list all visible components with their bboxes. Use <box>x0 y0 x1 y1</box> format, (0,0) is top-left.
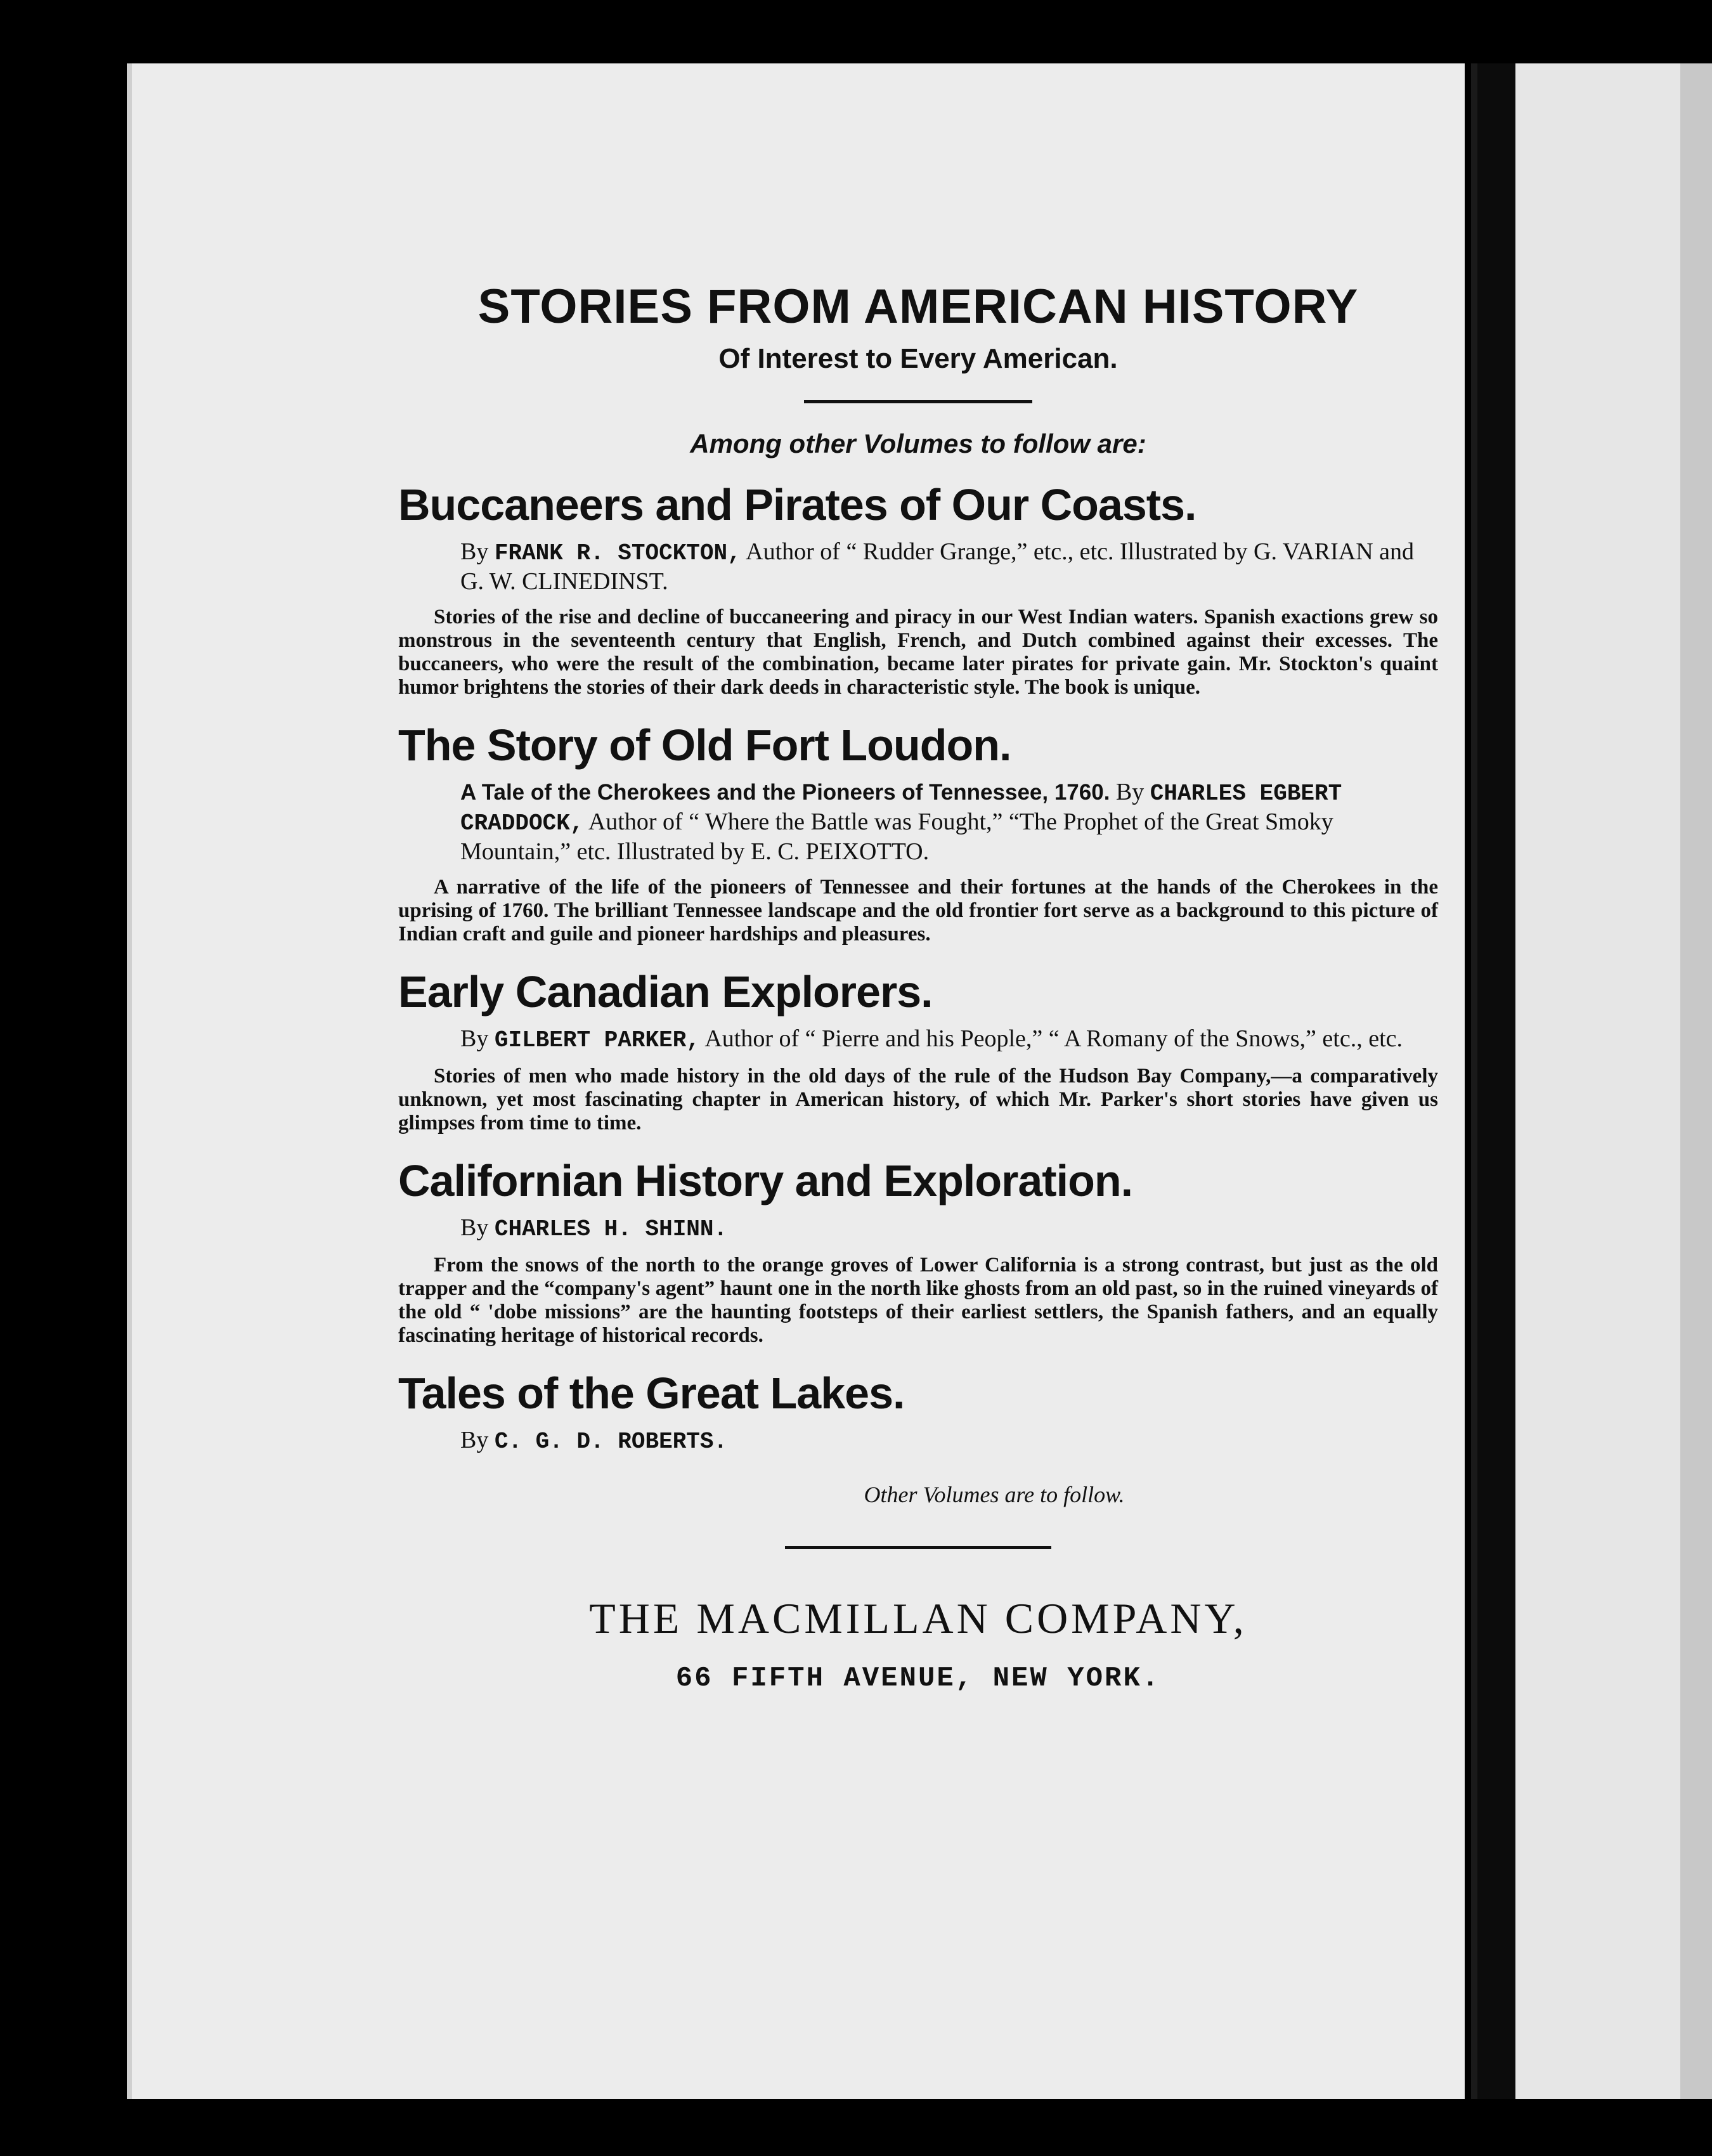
book-author: GILBERT PARKER, <box>494 1027 700 1053</box>
publisher-name: THE MACMILLAN COMPANY, <box>589 1594 1247 1642</box>
page-margin <box>1680 63 1712 2099</box>
divider-top <box>804 400 1032 403</box>
book-title: Buccaneers and Pirates of Our Coasts. <box>398 480 1196 529</box>
byline-suffix: Author of “ Rudder Grange,” etc., etc. Illustrated by G. VARIAN and G. W. CLINEDINST. <box>460 538 1415 595</box>
series-subtitle: Of Interest to Every American. <box>718 343 1118 374</box>
book-subtitle: A Tale of the Cherokees and the Pioneers of Tennessee, 1760. <box>460 780 1110 805</box>
book-description: A narrative of the life of the pioneers of Tennessee and their fortunes at the hands of the Cherokees in the uprising of 1760. The brilliant Tennessee landscape and the old frontier fort serve as a background to this picture of Indian craft and guile and pioneer hardships and pleasures. <box>398 876 1438 945</box>
book-entry-californian-history <box>398 1155 1438 1348</box>
series-title: STORIES FROM AMERICAN HISTORY <box>477 280 1359 334</box>
book-byline <box>460 1426 1438 1456</box>
book-entry-canadian-explorers <box>398 966 1438 1135</box>
book-title: Tales of the Great Lakes. <box>398 1368 905 1418</box>
byline-prefix: By <box>460 538 495 565</box>
book-byline <box>460 538 1438 595</box>
publisher-address: 66 FIFTH AVENUE, NEW YORK. <box>675 1663 1161 1694</box>
book-entry-great-lakes <box>398 1368 1438 1456</box>
divider-bottom <box>785 1546 1051 1549</box>
book-entry-buccaneers <box>398 479 1438 699</box>
book-author: CHARLES H. SHINN. <box>494 1216 728 1242</box>
byline-suffix: Author of “ Pierre and his People,” “ A Romany of the Snows,” etc., etc. <box>699 1025 1403 1052</box>
intro-line: Among other Volumes to follow are: <box>690 429 1146 458</box>
gutter-shadow <box>1477 63 1515 2099</box>
facing-page-edge <box>1471 63 1712 2099</box>
scanned-page <box>127 63 1465 2099</box>
book-byline <box>460 1214 1438 1244</box>
book-byline <box>460 778 1438 866</box>
book-title: Early Canadian Explorers. <box>398 967 933 1016</box>
byline-prefix: By <box>460 1025 495 1052</box>
book-title: The Story of Old Fort Loudon. <box>398 720 1011 770</box>
book-author: C. G. D. ROBERTS. <box>494 1429 728 1455</box>
book-author: CHARLES EGBERT CRADDOCK, <box>460 781 1342 836</box>
book-description: Stories of the rise and decline of buccaneering and piracy in our West Indian waters. Spanish exactions grew so monstrous in the seventeenth century that English, French, and Dutch combined against their excesses. The buccaneers, who were the result of the combination, became later pirates for private gain. Mr. Stockton's quaint humor brightens the stories of their dark deeds in characteristic style. The book is unique. <box>398 606 1438 699</box>
book-description: Stories of men who made history in the old days of the rule of the Hudson Bay Company,—a comparatively unknown, yet most fascinating chapter in American history, of which Mr. Parker's short stories have given us glimpses from time to time. <box>398 1065 1438 1134</box>
byline-prefix: By <box>460 1427 495 1453</box>
byline-prefix: By <box>460 1214 495 1241</box>
book-description: From the snows of the north to the orange groves of Lower California is a strong contrast, but just as the old trapper and the “company's agent” haunt one in the north like ghosts from an old past, so in the ruined vineyards of the old “ 'dobe missions” are the haunting footsteps of their earliest settlers, the Spanish fathers, and an equally fascinating heritage of historical records. <box>398 1254 1438 1347</box>
closing-note: Other Volumes are to follow. <box>864 1482 1125 1507</box>
book-title: Californian History and Exploration. <box>398 1156 1133 1205</box>
byline-suffix: Author of “ Where the Battle was Fought,” “The Prophet of the Great Smoky Mountain,” etc. Illustrated by E. C. PEIXOTTO. <box>460 808 1333 865</box>
page-content <box>398 279 1438 1694</box>
book-entry-fort-loudon <box>398 720 1438 946</box>
book-author: FRANK R. STOCKTON, <box>494 540 741 566</box>
byline-prefix: By <box>1110 779 1150 805</box>
book-byline <box>460 1025 1438 1055</box>
